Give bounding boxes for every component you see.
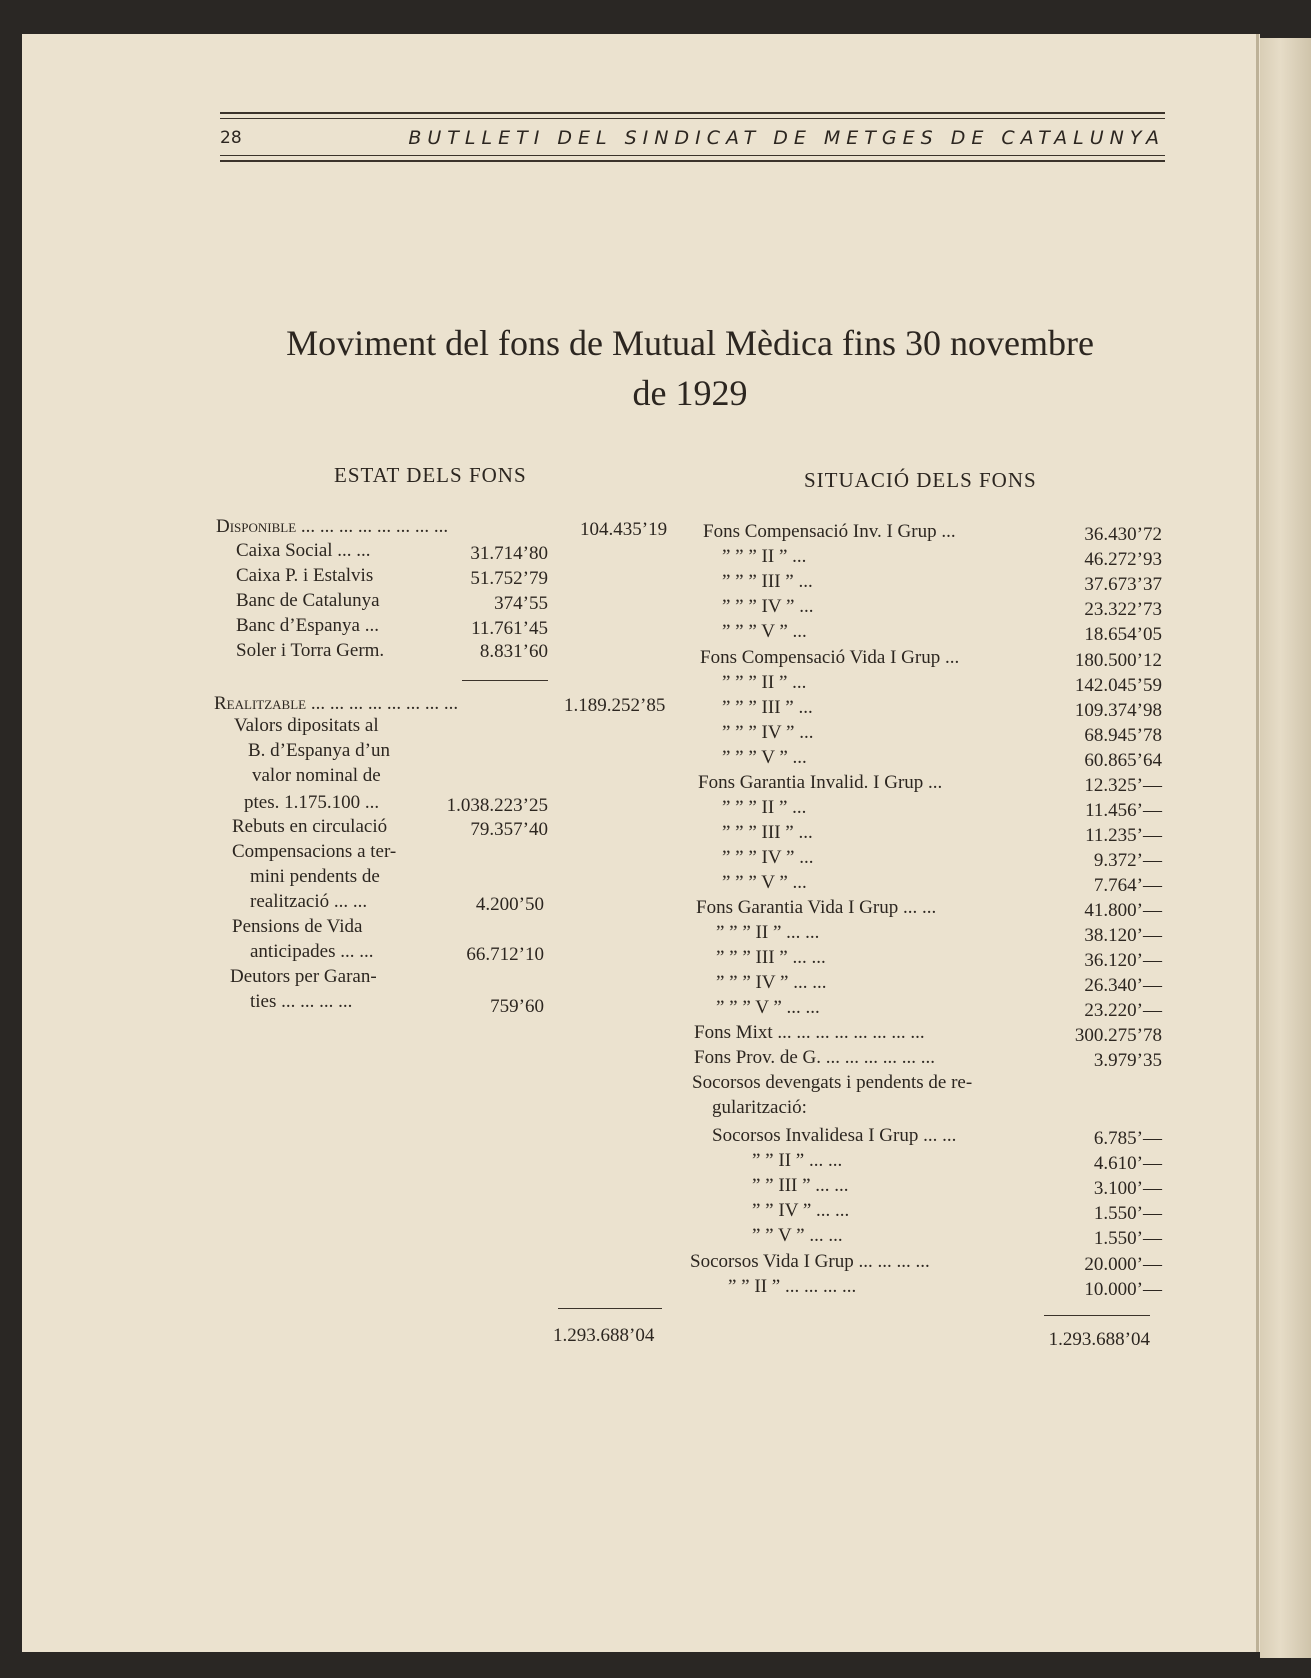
situacio-row-label: ” ” ” II ” ...: [722, 797, 807, 818]
disponible-item-value: 11.761’45: [471, 618, 548, 639]
situacio-row-label: ” ” ” III ” ... ...: [716, 947, 826, 968]
disponible-item-label: Caixa Social ... ...: [236, 540, 371, 561]
disponible-item-label: Banc d’Espanya ...: [236, 615, 379, 636]
page-title: [210, 318, 1170, 418]
header-rule-top: [220, 112, 1165, 114]
realitzable-item-value: 66.712’10: [466, 944, 544, 965]
disponible-item-label: Banc de Catalunya: [236, 590, 380, 611]
realitzable-item-line: ties ... ... ... ...: [250, 991, 353, 1012]
situacio-row-value: 7.764’—: [1093, 875, 1162, 896]
situacio-row-value: 109.374’98: [1074, 700, 1162, 721]
disponible-item-value: 8.831’60: [479, 641, 548, 662]
journal-title: BUTLLETI DEL SINDICAT DE METGES DE CATALUNYA: [408, 127, 1165, 149]
situacio-row-value: 46.272’93: [1084, 549, 1162, 570]
realitzable-item-line: Rebuts en circulació: [232, 816, 388, 837]
situacio-row-value: 23.322’73: [1084, 599, 1162, 620]
page-edge: [1256, 34, 1259, 1652]
situacio-row-value: 11.235’—: [1085, 825, 1162, 846]
realitzable-label: Realitzable ... ... ... ... ... ... ... ...: [214, 693, 459, 714]
running-header: [220, 124, 1165, 152]
situacio-row-value: 23.220’—: [1084, 1000, 1162, 1021]
situacio-row-label: Socorsos devengats i pendents de re-: [692, 1072, 973, 1093]
situacio-row-label: Fons Compensació Vida I Grup ...: [700, 647, 960, 668]
situacio-row-label: Fons Garantia Invalid. I Grup ...: [698, 772, 943, 793]
situacio-row-value: 300.275’78: [1074, 1025, 1162, 1046]
realitzable-item-line: Compensacions a ter-: [232, 841, 397, 862]
page-number: 28: [220, 128, 242, 148]
situacio-row-value: 3.979’35: [1093, 1050, 1162, 1071]
right-total-rule: [1044, 1315, 1150, 1316]
situacio-row-label: ” ” ” V ” ...: [722, 872, 807, 893]
situacio-row-label: ” ” ” IV ” ...: [722, 722, 814, 743]
realitzable-item-line: Valors dipositats al: [234, 715, 379, 736]
situacio-row-label: ” ” ” V ” ... ...: [716, 997, 820, 1018]
realitzable-item-value: 79.357’40: [470, 819, 548, 840]
header-rule-top-2: [220, 118, 1165, 119]
header-rule-bottom: [220, 155, 1165, 156]
realitzable-total: 1.189.252’85: [564, 695, 666, 716]
situacio-row-label: ” ” ” V ” ...: [722, 621, 807, 642]
situacio-row-label: ” ” ” IV ” ... ...: [716, 972, 827, 993]
subtotal-rule: [462, 680, 548, 681]
situacio-row-value: 11.456’—: [1085, 800, 1162, 821]
realitzable-item-line: Deutors per Garan-: [230, 966, 377, 987]
realitzable-item-value: 4.200’50: [475, 894, 544, 915]
situacio-row-label: ” ” V ” ... ...: [752, 1225, 843, 1246]
situacio-row-value: 9.372’—: [1093, 850, 1162, 871]
situacio-row-value: 6.785’—: [1093, 1128, 1162, 1149]
situacio-row-value: 37.673’37: [1084, 574, 1162, 595]
situacio-row-value: 18.654’05: [1084, 624, 1162, 645]
left-total-rule: [558, 1308, 662, 1309]
title-line-2: de 1929: [632, 373, 748, 413]
right-column-heading: SITUACIÓ DELS FONS: [804, 468, 1037, 492]
disponible-item-label: Caixa P. i Estalvis: [236, 565, 374, 586]
realitzable-item-line: Pensions de Vida: [232, 916, 363, 937]
situacio-row-label: ” ” ” II ” ... ...: [716, 922, 820, 943]
situacio-row-label: ” ” ” III ” ...: [722, 697, 813, 718]
situacio-row-value: 68.945’78: [1084, 725, 1162, 746]
situacio-row-label: ” ” IV ” ... ...: [752, 1200, 850, 1221]
realitzable-item-line: mini pendents de: [250, 866, 380, 887]
situacio-row-label: ” ” II ” ... ...: [752, 1150, 843, 1171]
situacio-row-value: 12.325’—: [1084, 775, 1162, 796]
left-column-heading: ESTAT DELS FONS: [334, 463, 527, 487]
situacio-row-value: 1.550’—: [1093, 1203, 1162, 1224]
realitzable-item-line: valor nominal de: [252, 765, 381, 786]
situacio-row-value: 38.120’—: [1084, 925, 1162, 946]
left-grand-total: 1.293.688’04: [553, 1325, 655, 1346]
disponible-item-value: 51.752’79: [470, 568, 548, 589]
situacio-row-label: ” ” III ” ... ...: [752, 1175, 849, 1196]
situacio-row-value: 60.865’64: [1084, 750, 1162, 771]
header-rule-bottom-2: [220, 160, 1165, 162]
situacio-row-label: ” ” ” IV ” ...: [722, 596, 814, 617]
situacio-row-value: 20.000’—: [1084, 1254, 1162, 1275]
situacio-row-value: 10.000’—: [1084, 1279, 1162, 1300]
situacio-row-value: 1.550’—: [1093, 1228, 1162, 1249]
realitzable-item-line: B. d’Espanya d’un: [248, 740, 390, 761]
situacio-row-value: 41.800’—: [1084, 900, 1162, 921]
realitzable-item-line: ptes. 1.175.100 ...: [244, 792, 380, 813]
realitzable-item-line: anticipades ... ...: [250, 941, 374, 962]
disponible-total: 104.435’19: [580, 519, 668, 540]
situacio-row-label: ” ” II ” ... ... ... ...: [728, 1276, 857, 1297]
book-spine: [1260, 38, 1311, 1658]
situacio-row-label: Fons Prov. de G. ... ... ... ... ... ...: [694, 1047, 936, 1068]
realitzable-item-line: realització ... ...: [250, 891, 368, 912]
situacio-row-label: ” ” ” II ” ...: [722, 672, 807, 693]
situacio-row-value: 3.100’—: [1093, 1178, 1162, 1199]
situacio-row-value: 36.120’—: [1084, 950, 1162, 971]
situacio-row-label: Socorsos Invalidesa I Grup ... ...: [712, 1125, 957, 1146]
situacio-row-value: 26.340’—: [1084, 975, 1162, 996]
situacio-row-value: 142.045’59: [1074, 675, 1162, 696]
situacio-row-label: ” ” ” V ” ...: [722, 747, 807, 768]
right-grand-total: 1.293.688’04: [1048, 1329, 1150, 1350]
disponible-item-label: Soler i Torra Germ.: [236, 640, 385, 661]
realitzable-item-value: 759’60: [490, 996, 544, 1017]
realitzable-item-value: 1.038.223’25: [446, 795, 548, 816]
disponible-label: Disponible ... ... ... ... ... ... ... ...: [216, 516, 449, 537]
situacio-row-value: 4.610’—: [1093, 1153, 1162, 1174]
situacio-row-label: ” ” ” III ” ...: [722, 822, 813, 843]
disponible-item-value: 374’55: [494, 593, 548, 614]
situacio-row-label: Fons Garantia Vida I Grup ... ...: [696, 897, 937, 918]
situacio-row-label: Fons Compensació Inv. I Grup ...: [703, 521, 956, 542]
situacio-row-label: Fons Mixt ... ... ... ... ... ... ... ...: [694, 1022, 925, 1043]
situacio-row-label: Socorsos Vida I Grup ... ... ... ...: [690, 1251, 930, 1272]
title-line-1: Moviment del fons de Mutual Mèdica fins 30 novembre: [286, 323, 1094, 363]
situacio-row-label: ” ” ” II ” ...: [722, 546, 807, 567]
disponible-item-value: 31.714’80: [470, 543, 548, 564]
situacio-row-label: ” ” ” IV ” ...: [722, 847, 814, 868]
situacio-row-value: 36.430’72: [1084, 524, 1162, 545]
situacio-row-label: ” ” ” III ” ...: [722, 571, 813, 592]
situacio-row-label: gularització:: [712, 1097, 807, 1118]
situacio-row-value: 180.500’12: [1074, 650, 1162, 671]
